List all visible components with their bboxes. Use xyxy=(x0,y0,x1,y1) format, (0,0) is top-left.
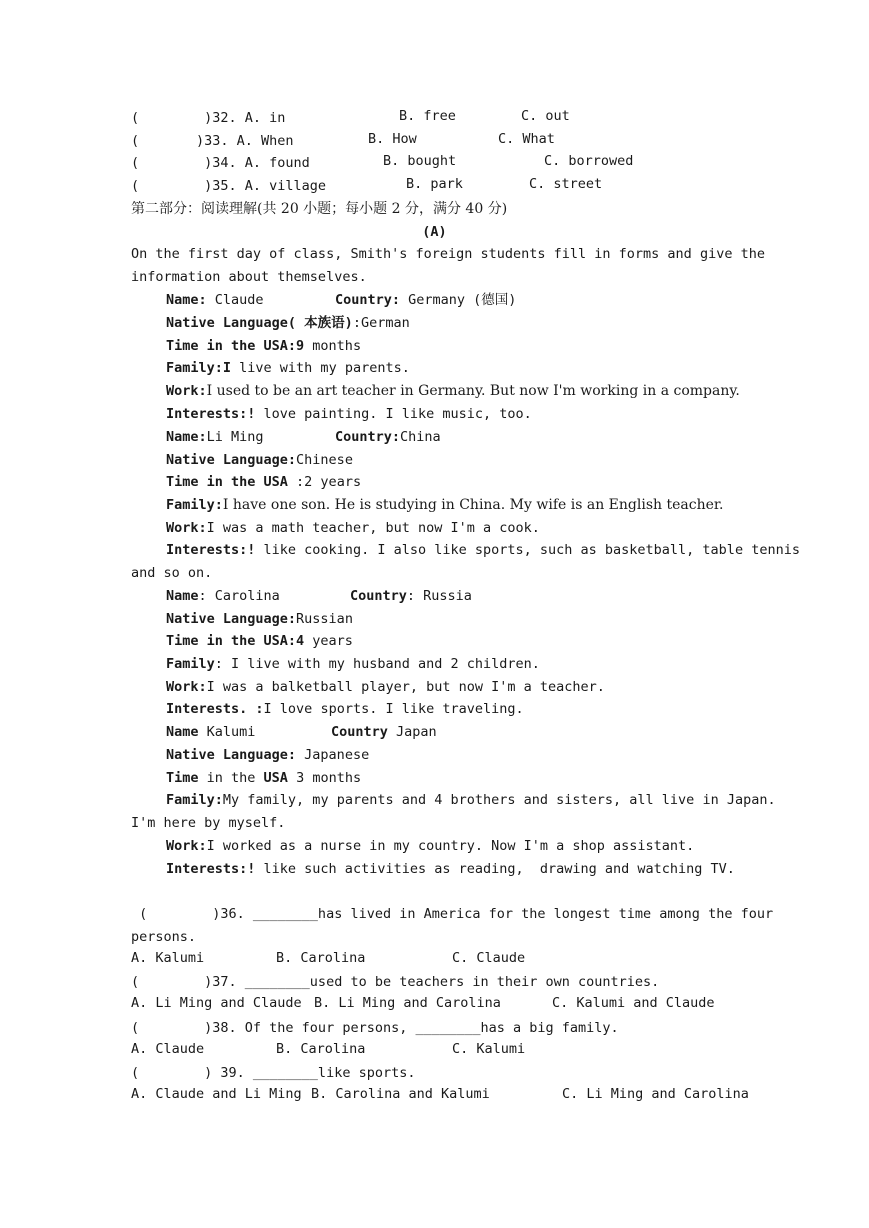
option-b: B. bought xyxy=(383,153,457,169)
profile-claude-family xyxy=(166,358,410,378)
profile-liming-name xyxy=(166,427,264,447)
option-b: B. free xyxy=(399,108,456,124)
field-label: USA xyxy=(263,770,288,786)
field-label: Country xyxy=(331,724,388,740)
question-33 xyxy=(131,131,294,151)
field-label: Family:I xyxy=(166,360,232,376)
option-b: B. How xyxy=(368,131,417,147)
field-label: Native Language: xyxy=(166,452,297,468)
question-35 xyxy=(131,176,326,196)
question-stem: ( )34. A. found xyxy=(131,155,310,171)
field-value: Germany (德国) xyxy=(400,292,517,308)
profile-kalumi-interests xyxy=(166,859,735,879)
profile-claude-country xyxy=(335,290,516,310)
option-a: A. Claude xyxy=(131,1041,205,1057)
field-label: Country: xyxy=(335,429,401,445)
intro-line-1: On the first day of class, Smith's foreign students fill in forms and give the xyxy=(131,246,765,262)
question-34 xyxy=(131,153,310,173)
profile-kalumi-work xyxy=(166,836,694,856)
field-value: I used to be an art teacher in Germany. But now I'm working in a company. xyxy=(206,383,740,399)
question-32 xyxy=(131,108,285,128)
question-stem: ( )32. A. in xyxy=(131,110,286,126)
field-label: Time in the USA:4 xyxy=(166,633,305,649)
field-value: :2 years xyxy=(287,474,362,490)
field-value: months xyxy=(304,338,362,354)
option-a: A. Kalumi xyxy=(131,950,205,966)
field-label: Native Language: xyxy=(166,611,297,627)
profile-kalumi-name xyxy=(166,722,255,742)
field-label: Work: xyxy=(166,838,207,854)
field-value: Chinese xyxy=(296,452,353,468)
field-label: Time in the USA:9 xyxy=(166,338,305,354)
field-label: Interests:! xyxy=(166,861,256,877)
option-c: C. Li Ming and Carolina xyxy=(562,1086,749,1102)
option-c: C. street xyxy=(529,176,603,192)
profile-liming-language xyxy=(166,450,353,470)
profile-carolina-family xyxy=(166,654,540,674)
field-value: like such activities as reading, drawing and watching TV. xyxy=(255,861,735,877)
field-value: I have one son. He is studying in China. My wife is an English teacher. xyxy=(222,497,724,513)
field-label: Name xyxy=(166,588,199,604)
field-value: I was a math teacher, but now I'm a cook. xyxy=(206,520,540,536)
option-c: C. Claude xyxy=(452,950,526,966)
field-label: Interests:! xyxy=(166,542,256,558)
field-label: Name: xyxy=(166,429,207,445)
field-value: :German xyxy=(352,315,410,331)
field-value: Claude xyxy=(206,292,264,308)
profile-liming-country xyxy=(335,427,441,447)
question-36: ( )36. ________has lived in America for the longest time among the four xyxy=(131,906,774,922)
profile-liming-interests xyxy=(166,540,800,560)
question-stem: ( )35. A. village xyxy=(131,178,327,194)
field-label: Time in the USA xyxy=(166,474,288,490)
field-value: My family, my parents and 4 brothers and sisters, all live in Japan. xyxy=(222,792,776,808)
option-b: B. park xyxy=(406,176,463,192)
option-b: B. Carolina xyxy=(276,950,366,966)
profile-liming-interests-cont: and so on. xyxy=(131,565,213,581)
profile-claude-work xyxy=(166,381,740,401)
profile-carolina-country xyxy=(350,586,472,606)
field-label: Time xyxy=(166,770,199,786)
profile-claude-interests xyxy=(166,404,532,424)
profile-kalumi-time xyxy=(166,768,361,788)
field-value: : I live with my husband and 2 children. xyxy=(214,656,540,672)
field-value: : Russia xyxy=(406,588,472,604)
question-38: ( )38. Of the four persons, ________has a big family. xyxy=(131,1020,619,1036)
field-value: live with my parents. xyxy=(231,360,410,376)
field-label: Name xyxy=(166,724,199,740)
field-label: Family: xyxy=(166,497,223,513)
question-36-cont: persons. xyxy=(131,929,197,945)
field-label: Name: xyxy=(166,292,207,308)
field-label: Country: xyxy=(335,292,401,308)
field-label: Work: xyxy=(166,679,207,695)
section-heading: 第二部分：阅读理解(共 20 小题；每小题 2 分，满分 40 分) xyxy=(131,201,508,217)
field-label: Work: xyxy=(166,520,207,536)
field-value: years xyxy=(304,633,353,649)
profile-carolina-work xyxy=(166,677,605,697)
question-37: ( )37. ________used to be teachers in their own countries. xyxy=(131,974,660,990)
profile-carolina-time xyxy=(166,631,353,651)
option-c: C. Kalumi and Claude xyxy=(552,995,715,1011)
field-value: I love sports. I like traveling. xyxy=(263,701,524,717)
profile-carolina-interests xyxy=(166,699,524,719)
profile-liming-family xyxy=(166,495,724,515)
option-b: B. Carolina and Kalumi xyxy=(311,1086,490,1102)
option-c: C. What xyxy=(498,131,555,147)
field-value: Japan xyxy=(387,724,437,740)
field-label: Country xyxy=(350,588,407,604)
profile-kalumi-family-cont: I'm here by myself. xyxy=(131,815,286,831)
field-label: Work: xyxy=(166,383,207,399)
intro-line-2: information about themselves. xyxy=(131,269,367,285)
profile-kalumi-language xyxy=(166,745,369,765)
option-a: A. Li Ming and Claude xyxy=(131,995,302,1011)
field-value: love painting. I like music, too. xyxy=(255,406,532,422)
option-c: C. borrowed xyxy=(544,153,634,169)
field-value: I worked as a nurse in my country. Now I'm a shop assistant. xyxy=(206,838,695,854)
option-c: C. out xyxy=(521,108,570,124)
profile-kalumi-family xyxy=(166,790,776,810)
field-label: Interests. : xyxy=(166,701,264,717)
field-value: I was a balketball player, but now I'm a teacher. xyxy=(206,679,605,695)
field-value: in the xyxy=(198,770,264,786)
field-value: Li Ming xyxy=(206,429,264,445)
field-label: Family xyxy=(166,656,215,672)
profile-carolina-language xyxy=(166,609,353,629)
option-a: A. Claude and Li Ming xyxy=(131,1086,302,1102)
field-value: China xyxy=(400,429,441,445)
field-value: : Carolina xyxy=(198,588,280,604)
profile-claude-language xyxy=(166,313,410,333)
field-label: Family: xyxy=(166,792,223,808)
field-value: Kalumi xyxy=(198,724,256,740)
field-label: Interests:! xyxy=(166,406,256,422)
option-c: C. Kalumi xyxy=(452,1041,526,1057)
profile-claude-name xyxy=(166,290,264,310)
passage-label: (A) xyxy=(422,224,447,240)
option-b: B. Carolina xyxy=(276,1041,366,1057)
profile-kalumi-country xyxy=(331,722,437,742)
field-label: Native Language: xyxy=(166,747,297,763)
field-value: like cooking. I also like sports, such as basketball, table tennis xyxy=(255,542,800,558)
question-39: ( ) 39. ________like sports. xyxy=(131,1065,416,1081)
field-value: Russian xyxy=(296,611,353,627)
field-value: 3 months xyxy=(287,770,362,786)
option-b: B. Li Ming and Carolina xyxy=(314,995,501,1011)
profile-carolina-name xyxy=(166,586,280,606)
profile-claude-time xyxy=(166,336,361,356)
question-stem: ( )33. A. When xyxy=(131,133,294,149)
field-value: Japanese xyxy=(296,747,370,763)
field-label: Native Language( 本族语) xyxy=(166,315,353,331)
profile-liming-work xyxy=(166,518,540,538)
profile-liming-time xyxy=(166,472,361,492)
